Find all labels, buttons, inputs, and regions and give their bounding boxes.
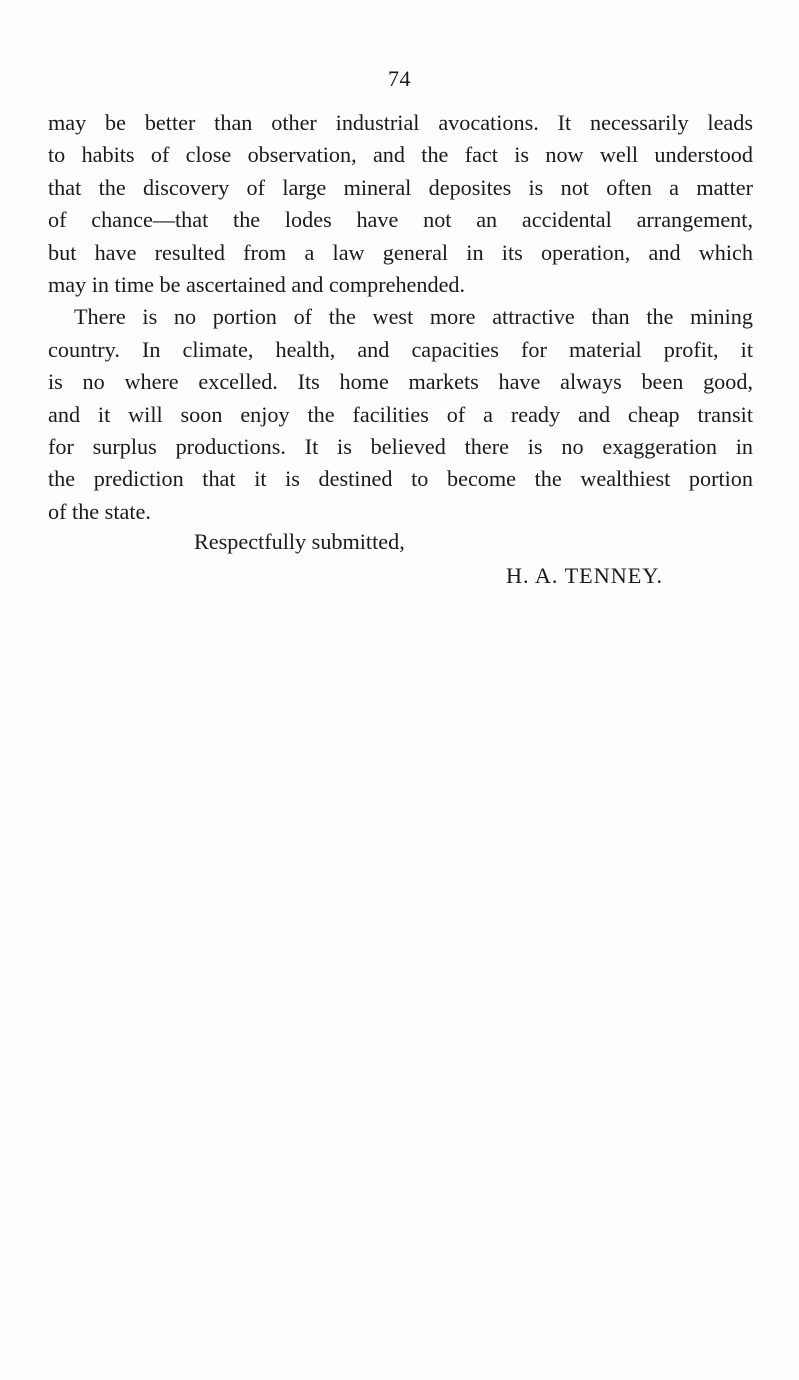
paragraph-2 [48, 301, 753, 528]
text-line: and it will soon enjoy the facilities of a ready and cheap transit [48, 401, 753, 427]
closing-line: Respectfully submitted, [194, 529, 405, 554]
body-text [48, 107, 753, 528]
page-number: 74 [388, 66, 411, 91]
text-line: the prediction that it is destined to become the wealthiest portion [48, 466, 753, 492]
text-line: that the discovery of large mineral deposites is not often a matter [48, 174, 753, 200]
text-line: There is no portion of the west more attractive than the mining [74, 304, 753, 330]
text-line: country. In climate, health, and capacities for material profit, it [48, 336, 753, 362]
text-line: of the state. [48, 498, 151, 524]
text-line: to habits of close observation, and the fact is now well understood [48, 142, 753, 168]
paragraph-1 [48, 107, 753, 301]
text-line: is no where excelled. Its home markets have always been good, [48, 369, 753, 395]
text-line: of chance—that the lodes have not an accidental arrangement, [48, 207, 753, 233]
text-line: may in time be ascertained and comprehended. [48, 271, 466, 297]
text-line: for surplus productions. It is believed there is no exaggeration in [48, 433, 753, 459]
text-line: may be better than other industrial avocations. It necessarily leads [48, 110, 753, 135]
signature: H. A. TENNEY. [506, 563, 664, 588]
text-line: but have resulted from a law general in its operation, and which [48, 239, 753, 265]
